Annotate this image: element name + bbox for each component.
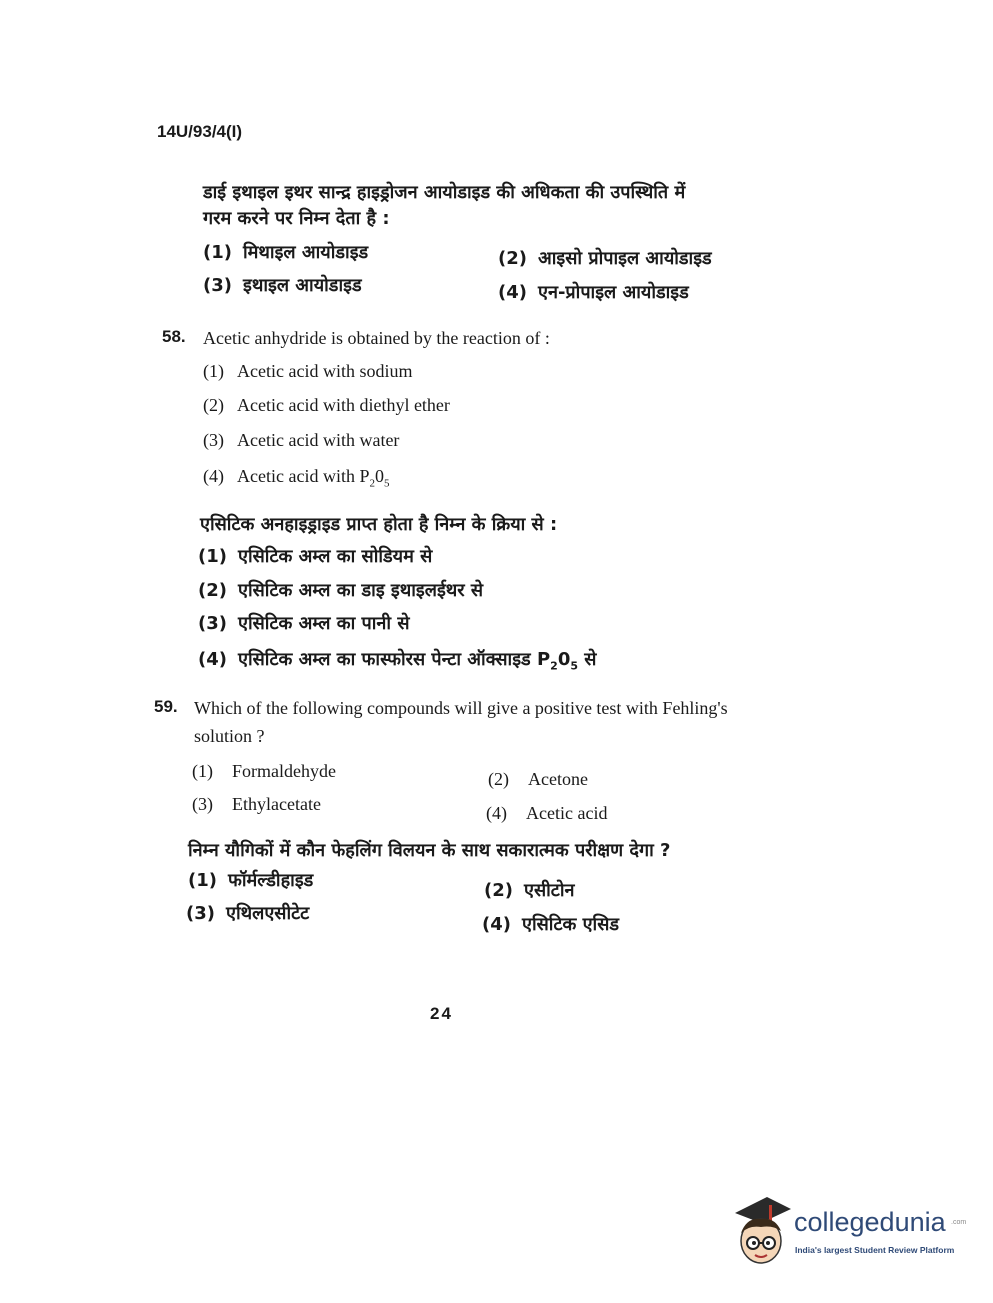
q59-hindi-option-1 [188, 868, 313, 892]
option-number: (4) [198, 649, 227, 670]
option-number: (4) [482, 914, 511, 935]
q57-option-3 [203, 273, 362, 297]
q58-hindi-option-1 [198, 544, 432, 568]
option-number: (1) [188, 870, 217, 891]
q57-hindi-stem-line1: डाई इथाइल इथर सान्द्र हाइड्रोजन आयोडाइड की अधिकता की उपस्थिति में [203, 182, 686, 203]
option-text: एसिटिक अम्ल का सोडियम से [238, 546, 433, 567]
option-text: एसिटिक अम्ल का फास्फोरस पेन्टा ऑक्साइड P [238, 649, 551, 670]
mascot-icon [733, 1195, 793, 1275]
option-number: (2) [484, 880, 513, 901]
q58-hindi-stem: एसिटिक अनहाइड्राइड प्राप्त होता है निम्न के क्रिया से : [200, 514, 558, 535]
option-text: Acetic acid with P [237, 466, 370, 486]
option-number: (1) [198, 546, 227, 567]
q57-hindi-stem-line2: गरम करने पर निम्न देता है : [203, 208, 390, 229]
q57-option-2 [498, 246, 712, 270]
option-text: Acetic acid [526, 803, 608, 823]
option-text: इथाइल आयोडाइड [243, 275, 362, 296]
q57-option-1 [203, 240, 368, 264]
option-number: (3) [203, 275, 232, 296]
subscript: 2 [369, 477, 375, 490]
q59-hindi-stem: निम्न यौगिकों में कौन फेहलिंग विलयन के साथ सकारात्मक परीक्षण देगा ? [188, 840, 671, 861]
q58-hindi-option-2 [198, 578, 483, 602]
subscript: 5 [383, 477, 390, 490]
option-number: (2) [488, 769, 509, 789]
option-text: Ethylacetate [232, 794, 321, 814]
option-text: Acetic acid with water [237, 430, 400, 450]
q59-option-2 [488, 769, 588, 790]
option-number: (3) [192, 794, 213, 814]
option-number: (1) [203, 242, 232, 263]
option-number: (2) [498, 248, 527, 269]
formula-part: 0 [374, 466, 384, 486]
option-number: (3) [203, 430, 224, 450]
option-text: मिथाइल आयोडाइड [243, 242, 369, 263]
option-text: एन-प्रोपाइल आयोडाइड [538, 282, 689, 303]
option-text: Acetic acid with diethyl ether [237, 395, 450, 415]
option-text: एथिलएसीटेट [226, 903, 310, 924]
q58-option-4 [203, 466, 389, 490]
option-number: (1) [203, 361, 224, 381]
brand-name: collegedunia [794, 1207, 946, 1237]
q59-number: 59. [154, 697, 178, 716]
q58-hindi-option-4 [198, 647, 596, 673]
q58-number: 58. [162, 327, 186, 346]
q59-hindi-option-3 [186, 901, 309, 925]
paper-code: 14U/93/4(I) [157, 122, 243, 141]
subscript: 2 [550, 659, 558, 673]
option-text: Acetic acid with sodium [237, 361, 413, 381]
option-number: (4) [498, 282, 527, 303]
collegedunia-watermark [733, 1195, 965, 1275]
q59-hindi-option-4 [482, 912, 619, 936]
option-number: (4) [486, 803, 507, 823]
option-number: (3) [186, 903, 215, 924]
q58-stem: Acetic anhydride is obtained by the reaction of : [203, 328, 550, 348]
q58-option-1 [203, 361, 412, 382]
option-text-end: से [584, 649, 597, 670]
q59-option-1 [192, 761, 336, 782]
option-text: एसीटोन [524, 880, 575, 901]
brand-tagline: India's largest Student Review Platform [795, 1245, 955, 1255]
option-number: (2) [203, 395, 224, 415]
q58-option-3 [203, 430, 399, 451]
subscript: 5 [570, 659, 578, 673]
q58-hindi-option-3 [198, 611, 410, 635]
option-number: (3) [198, 613, 227, 634]
q59-stem-line2: solution ? [194, 726, 265, 746]
q59-option-3 [192, 794, 321, 815]
q59-option-4 [486, 803, 607, 824]
option-text: एसिटिक एसिड [522, 914, 620, 935]
q59-hindi-option-2 [484, 878, 575, 902]
option-number: (2) [198, 580, 227, 601]
option-text: फॉर्मल्डीहाइड [228, 870, 314, 891]
option-text: एसिटिक अम्ल का डाइ इथाइलईथर से [238, 580, 484, 601]
q57-option-4 [498, 280, 689, 304]
option-text: आइसो प्रोपाइल आयोडाइड [538, 248, 712, 269]
q59-stem-line1: Which of the following compounds will give a positive test with Fehling's [194, 698, 728, 718]
option-text: Acetone [528, 769, 588, 789]
option-text: Formaldehyde [232, 761, 336, 781]
brand-suffix: .com [951, 1219, 967, 1226]
option-text: एसिटिक अम्ल का पानी से [238, 613, 410, 634]
q58-option-2 [203, 395, 450, 416]
option-number: (4) [203, 466, 224, 486]
page-number: 24 [430, 1004, 453, 1023]
option-number: (1) [192, 761, 213, 781]
formula-part: 0 [557, 649, 571, 670]
